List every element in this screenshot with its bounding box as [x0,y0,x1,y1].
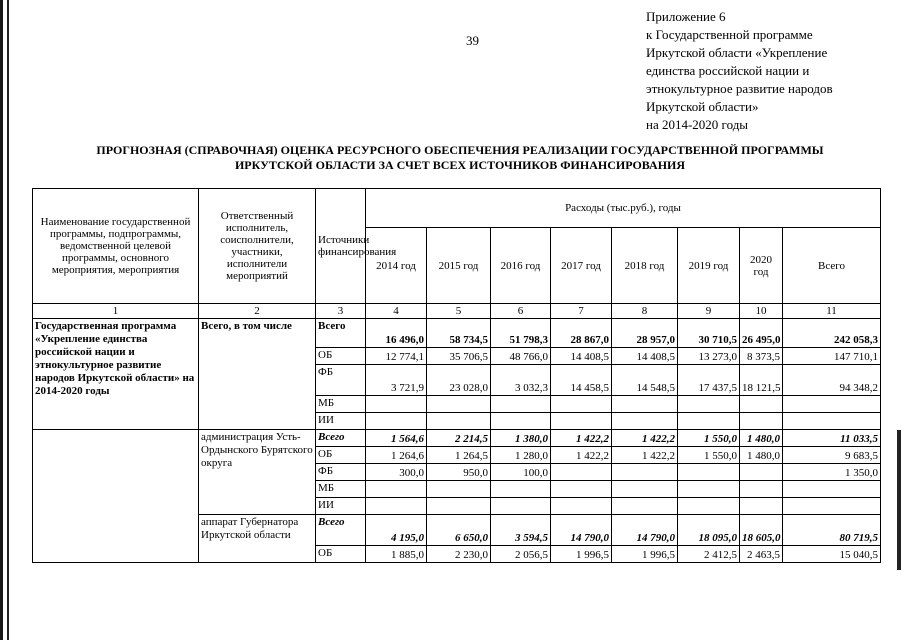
value-cell [612,464,678,481]
column-number: 4 [366,304,427,319]
value-cell: 8 373,5 [740,348,783,365]
header-total: Всего [783,228,881,304]
appendix-line: единства российской нации и [646,63,810,78]
column-number: 2 [199,304,316,319]
value-cell: 23 028,0 [427,365,491,396]
value-cell: 13 273,0 [678,348,740,365]
value-cell: 4 195,0 [366,515,427,546]
value-cell: 15 040,5 [783,546,881,563]
appendix-line: Иркутской области» [646,99,759,114]
source-cell: ОБ [316,447,366,464]
value-cell: 1 422,2 [551,447,612,464]
column-number: 8 [612,304,678,319]
appendix-note [646,8,896,134]
scan-edge-right [897,430,901,570]
value-cell: 1 480,0 [740,430,783,447]
source-cell: Всего [316,430,366,447]
header-year: 2017 год [551,228,612,304]
value-cell: 3 594,5 [491,515,551,546]
value-cell: 30 710,5 [678,319,740,348]
column-number: 3 [316,304,366,319]
value-cell: 14 408,5 [551,348,612,365]
value-cell: 300,0 [366,464,427,481]
value-cell: 14 548,5 [612,365,678,396]
appendix-line: Иркутской области «Укрепление [646,45,828,60]
org-executor: аппарат Губернатора Иркутской области [199,515,316,563]
header-expenses: Расходы (тыс.руб.), годы [366,189,881,228]
column-number: 1 [33,304,199,319]
value-cell: 3 032,3 [491,365,551,396]
program-name: Государственная программа «Укрепление единства российской нации и этнокультурное развитие народов Иркутской области» на 2014-2020 годы [33,319,199,430]
value-cell: 28 957,0 [612,319,678,348]
value-cell [678,481,740,498]
value-cell: 14 790,0 [551,515,612,546]
scan-edge-line [7,0,9,640]
value-cell: 18 121,5 [740,365,783,396]
header-source: Источники финансирования [316,189,366,304]
value-cell: 58 734,5 [427,319,491,348]
value-cell [491,413,551,430]
value-cell [740,481,783,498]
column-number: 7 [551,304,612,319]
value-cell [740,396,783,413]
value-cell [427,396,491,413]
column-number: 5 [427,304,491,319]
column-number: 6 [491,304,551,319]
value-cell: 2 214,5 [427,430,491,447]
title-line: ПРОГНОЗНАЯ (СПРАВОЧНАЯ) ОЦЕНКА РЕСУРСНОГО ОБЕСПЕЧЕНИЯ РЕАЛИЗАЦИИ ГОСУДАРСТВЕННОЙ ПРОГРАММЫ [96,143,824,157]
appendix-line: Приложение 6 [646,9,726,24]
program-name-continued [33,430,199,563]
value-cell: 2 463,5 [740,546,783,563]
value-cell [366,498,427,515]
value-cell [366,396,427,413]
value-cell [678,413,740,430]
value-cell [551,396,612,413]
header-year: 2015 год [427,228,491,304]
value-cell: 1 264,5 [427,447,491,464]
value-cell [783,413,881,430]
value-cell: 1 280,0 [491,447,551,464]
value-cell [491,498,551,515]
value-cell: 51 798,3 [491,319,551,348]
value-cell [612,396,678,413]
value-cell: 1 480,0 [740,447,783,464]
value-cell [740,498,783,515]
value-cell [612,481,678,498]
value-cell [678,396,740,413]
value-cell [551,481,612,498]
value-cell: 94 348,2 [783,365,881,396]
org-executor: администрация Усть-Ордынского Бурятского округа [199,430,316,515]
table-row [33,430,881,447]
source-cell: Всего [316,319,366,348]
value-cell: 1 564,6 [366,430,427,447]
value-cell: 28 867,0 [551,319,612,348]
source-cell: ОБ [316,348,366,365]
source-cell: МБ [316,481,366,498]
header-year: 2018 год [612,228,678,304]
value-cell: 6 650,0 [427,515,491,546]
value-cell: 1 996,5 [551,546,612,563]
value-cell: 17 437,5 [678,365,740,396]
appendix-line: на 2014-2020 годы [646,117,749,132]
value-cell [783,498,881,515]
source-cell: ИИ [316,413,366,430]
value-cell [783,481,881,498]
value-cell [551,464,612,481]
value-cell [783,396,881,413]
value-cell [740,464,783,481]
value-cell: 14 408,5 [612,348,678,365]
value-cell: 35 706,5 [427,348,491,365]
value-cell: 1 550,0 [678,430,740,447]
value-cell: 14 790,0 [612,515,678,546]
source-cell: ОБ [316,546,366,563]
value-cell: 1 422,2 [612,447,678,464]
value-cell: 80 719,5 [783,515,881,546]
value-cell: 1 422,2 [612,430,678,447]
value-cell [427,481,491,498]
value-cell: 1 380,0 [491,430,551,447]
header-name: Наименование государственной программы, подпрограммы, ведомственной целевой программы, основного мероприятия, мероприятия [33,189,199,304]
value-cell: 26 495,0 [740,319,783,348]
value-cell: 16 496,0 [366,319,427,348]
value-cell: 1 550,0 [678,447,740,464]
value-cell: 2 056,5 [491,546,551,563]
value-cell [678,498,740,515]
title-line: ИРКУТСКОЙ ОБЛАСТИ ЗА СЧЕТ ВСЕХ ИСТОЧНИКОВ ФИНАНСИРОВАНИЯ [234,158,686,172]
value-cell: 1 264,6 [366,447,427,464]
source-cell: Всего [316,515,366,546]
value-cell: 242 058,3 [783,319,881,348]
source-cell: МБ [316,396,366,413]
header-year: 2019 год [678,228,740,304]
value-cell: 2 412,5 [678,546,740,563]
value-cell [491,396,551,413]
source-cell: ИИ [316,498,366,515]
value-cell [612,413,678,430]
column-number-row [33,304,881,319]
value-cell [366,413,427,430]
value-cell: 1 996,5 [612,546,678,563]
value-cell [678,464,740,481]
value-cell: 3 721,9 [366,365,427,396]
value-cell: 1 422,2 [551,430,612,447]
column-number: 10 [740,304,783,319]
value-cell: 100,0 [491,464,551,481]
value-cell: 950,0 [427,464,491,481]
source-cell: ФБ [316,464,366,481]
value-cell: 48 766,0 [491,348,551,365]
resource-table [32,188,881,563]
header-year: 2016 год [491,228,551,304]
scan-edge [0,0,3,640]
value-cell [427,498,491,515]
value-cell: 18 095,0 [678,515,740,546]
value-cell: 147 710,1 [783,348,881,365]
value-cell [491,481,551,498]
value-cell: 12 774,1 [366,348,427,365]
value-cell: 2 230,0 [427,546,491,563]
value-cell [612,498,678,515]
value-cell [551,498,612,515]
table-row [33,319,881,348]
value-cell [740,413,783,430]
value-cell [551,413,612,430]
page-number: 39 [466,33,479,48]
header-year: 2014 год [366,228,427,304]
value-cell: 11 033,5 [783,430,881,447]
header-year: 2020 год [740,228,783,304]
value-cell [427,413,491,430]
header-executor: Ответственный исполнитель, соисполнители, участники, исполнители мероприятий [199,189,316,304]
document-title [40,143,880,173]
appendix-line: этнокультурное развитие народов [646,81,833,96]
source-cell: ФБ [316,365,366,396]
value-cell: 9 683,5 [783,447,881,464]
value-cell [366,481,427,498]
value-cell: 1 350,0 [783,464,881,481]
value-cell: 18 605,0 [740,515,783,546]
program-executor: Всего, в том числе [199,319,316,430]
value-cell: 1 885,0 [366,546,427,563]
column-number: 9 [678,304,740,319]
value-cell: 14 458,5 [551,365,612,396]
appendix-line: к Государственной программе [646,27,813,42]
column-number: 11 [783,304,881,319]
